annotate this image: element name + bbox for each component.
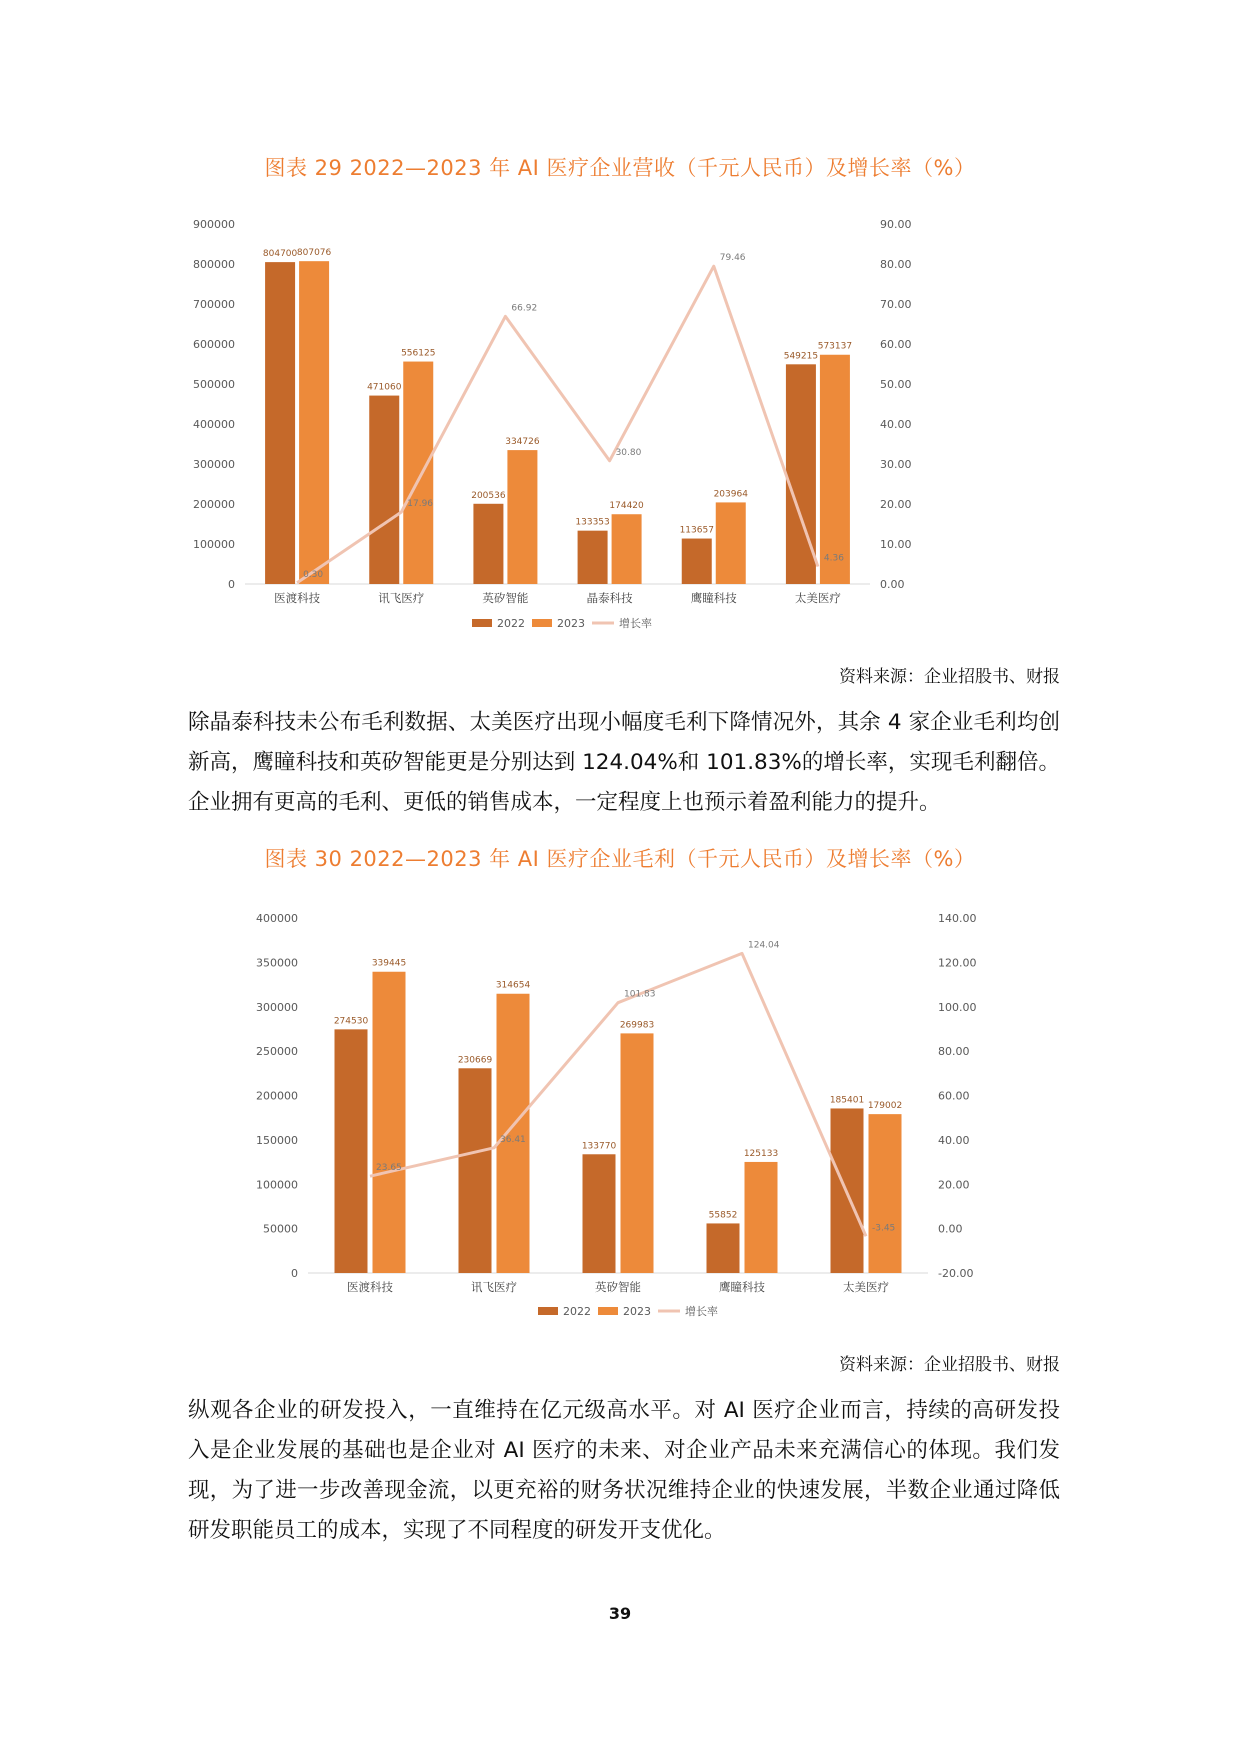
legend-swatch-2023 <box>532 619 552 627</box>
legend-label-2022: 2022 <box>563 1305 591 1318</box>
growth-rate-label: -3.45 <box>872 1223 896 1234</box>
x-axis-category-label: 太美医疗 <box>843 1280 889 1294</box>
y2-axis-tick-label: 0.00 <box>880 578 905 591</box>
y-axis-tick-label: 0 <box>228 578 235 591</box>
y-axis-tick-label: 200000 <box>193 498 235 511</box>
y2-axis-tick-label: 60.00 <box>880 338 912 351</box>
data-label-2022: 230669 <box>457 1055 493 1066</box>
y-axis-tick-label: 200000 <box>256 1089 298 1103</box>
data-label-2022: 55852 <box>708 1210 738 1221</box>
bar-2023 <box>820 355 850 584</box>
x-axis-category-label: 英矽智能 <box>482 591 529 605</box>
y2-axis-tick-label: 40.00 <box>938 1133 970 1147</box>
y-axis-tick-label: 900000 <box>193 218 235 231</box>
y2-axis-tick-label: 20.00 <box>938 1178 970 1192</box>
chart1-title: 图表 29 2022—2023 年 AI 医疗企业营收（千元人民币）及增长率（%） <box>264 156 976 180</box>
legend-label-growth: 增长率 <box>685 1305 718 1318</box>
growth-rate-label: 0.30 <box>303 569 324 580</box>
growth-rate-label: 4.36 <box>823 553 844 564</box>
growth-rate-label: 30.80 <box>615 447 642 458</box>
y2-axis-tick-label: -20.00 <box>938 1267 974 1280</box>
y2-axis-tick-label: 20.00 <box>880 498 912 511</box>
y-axis-tick-label: 150000 <box>256 1133 298 1147</box>
data-label-2023: 573137 <box>817 341 853 352</box>
y2-axis-tick-label: 40.00 <box>880 418 912 431</box>
legend-swatch-2022 <box>472 619 492 627</box>
y-axis-tick-label: 350000 <box>256 956 298 970</box>
x-axis-category-label: 英矽智能 <box>595 1280 641 1294</box>
data-label-2022: 274530 <box>333 1016 369 1027</box>
growth-rate-label: 124.04 <box>748 940 780 951</box>
data-label-2023: 339445 <box>371 958 407 969</box>
y-axis-tick-label: 300000 <box>193 458 235 471</box>
chart1-source: 资料来源：企业招股书、财报 <box>839 667 1060 687</box>
legend-swatch-2022 <box>538 1307 558 1315</box>
data-label-2023: 334726 <box>505 437 540 448</box>
y2-axis-tick-label: 10.00 <box>880 538 912 551</box>
y2-axis-tick-label: 140.00 <box>938 912 977 925</box>
y2-axis-tick-label: 80.00 <box>938 1045 970 1059</box>
data-label-2023: 269983 <box>619 1020 655 1031</box>
bar-2022 <box>583 1154 616 1273</box>
growth-rate-label: 17.96 <box>407 499 434 510</box>
y-axis-tick-label: 250000 <box>256 1045 298 1059</box>
data-label-2023: 314654 <box>495 980 531 991</box>
page-number: 39 <box>608 1604 632 1623</box>
bar-2022 <box>578 531 608 584</box>
growth-rate-label: 101.83 <box>624 989 656 1000</box>
y2-axis-tick-label: 60.00 <box>938 1089 970 1103</box>
data-label-2022: 113657 <box>679 525 714 536</box>
y2-axis-tick-label: 120.00 <box>938 956 977 970</box>
revenue-chart <box>0 200 1240 700</box>
y-axis-tick-label: 400000 <box>256 912 298 925</box>
x-axis-category-label: 晶泰科技 <box>586 591 633 605</box>
paragraph-1 <box>188 703 1060 823</box>
bar-2023 <box>507 450 537 584</box>
data-label-2022: 133770 <box>581 1141 617 1152</box>
x-axis-category-label: 讯飞医疗 <box>378 591 425 605</box>
chart2-title: 图表 30 2022—2023 年 AI 医疗企业毛利（千元人民币）及增长率（%） <box>264 847 976 871</box>
y-axis-tick-label: 700000 <box>193 298 235 311</box>
bar-2022 <box>369 396 399 584</box>
bar-2023 <box>621 1033 654 1273</box>
bar-2023 <box>869 1114 902 1273</box>
y2-axis-tick-label: 0.00 <box>938 1222 963 1236</box>
bar-2022 <box>265 262 295 584</box>
y-axis-tick-label: 400000 <box>193 418 235 431</box>
growth-rate-label: 36.41 <box>500 1134 526 1145</box>
bar-2023 <box>299 261 329 584</box>
y2-axis-tick-label: 90.00 <box>880 218 912 231</box>
x-axis-category-label: 鹰瞳科技 <box>690 591 737 605</box>
paragraph-2 <box>188 1391 1060 1551</box>
bar-2023 <box>745 1162 778 1273</box>
y-axis-tick-label: 0 <box>291 1267 298 1280</box>
data-label-2023: 556125 <box>401 348 436 359</box>
x-axis-category-label: 讯飞医疗 <box>471 1280 517 1294</box>
growth-rate-line <box>370 953 866 1236</box>
bar-2022 <box>707 1223 740 1273</box>
y2-axis-tick-label: 70.00 <box>880 298 912 311</box>
bar-2023 <box>716 502 746 584</box>
legend-swatch-2023 <box>598 1307 618 1315</box>
y2-axis-tick-label: 80.00 <box>880 258 912 271</box>
chart2-source: 资料来源：企业招股书、财报 <box>839 1355 1060 1375</box>
y-axis-tick-label: 100000 <box>256 1178 298 1192</box>
y-axis-tick-label: 50000 <box>263 1222 298 1236</box>
y2-axis-tick-label: 30.00 <box>880 458 912 471</box>
y-axis-tick-label: 500000 <box>193 378 235 391</box>
data-label-2023: 203964 <box>713 489 748 500</box>
growth-rate-label: 79.46 <box>719 253 746 264</box>
bar-2023 <box>497 994 530 1273</box>
legend-label-growth: 增长率 <box>619 617 652 630</box>
legend-label-2023: 2023 <box>623 1305 651 1318</box>
legend-label-2022: 2022 <box>497 617 525 630</box>
gross-profit-chart <box>0 900 1240 1340</box>
data-label-2022: 133353 <box>575 517 610 528</box>
paragraph-1-text: 除晶泰科技未公布毛利数据、太美医疗出现小幅度毛利下降情况外，其余 4 家企业毛利均创新高，鹰瞳科技和英矽智能更是分别达到 124.04%和 101.83%的增长率，实现毛利翻倍。企业拥有更高的毛利、更低的销售成本，一定程度上也预示着盈利能力的提升。 <box>188 710 1060 815</box>
paragraph-2-text: 纵观各企业的研发投入，一直维持在亿元级高水平。对 AI 医疗企业而言，持续的高研发投入是企业发展的基础也是企业对 AI 医疗的未来、对企业产品未来充满信心的体现。我们发现，为了进一步改善现金流，以更充裕的财务状况维持企业的快速发展，半数企业通过降低研发职能员工的成本，实现了不同程度的研发开支优化。 <box>188 1398 1060 1543</box>
data-label-2022: 804700 <box>262 249 298 260</box>
bar-2023 <box>403 362 433 584</box>
data-label-2023: 179002 <box>867 1101 903 1112</box>
data-label-2022: 185401 <box>829 1095 865 1106</box>
bar-2022 <box>473 504 503 584</box>
y2-axis-tick-label: 50.00 <box>880 378 912 391</box>
bar-2023 <box>612 514 642 584</box>
x-axis-category-label: 医渡科技 <box>274 591 321 605</box>
x-axis-category-label: 医渡科技 <box>347 1280 393 1294</box>
x-axis-category-label: 鹰瞳科技 <box>719 1280 765 1294</box>
data-label-2022: 471060 <box>367 382 402 393</box>
growth-rate-label: 66.92 <box>511 303 538 314</box>
bar-2022 <box>335 1029 368 1273</box>
legend-label-2023: 2023 <box>557 617 585 630</box>
data-label-2022: 549215 <box>783 351 819 362</box>
y2-axis-tick-label: 100.00 <box>938 1000 977 1014</box>
y-axis-tick-label: 800000 <box>193 258 235 271</box>
data-label-2023: 125133 <box>743 1148 779 1159</box>
data-label-2023: 174420 <box>609 501 644 512</box>
bar-2023 <box>373 972 406 1273</box>
data-label-2022: 200536 <box>471 490 506 501</box>
y-axis-tick-label: 100000 <box>193 538 235 551</box>
bar-2022 <box>682 539 712 584</box>
y-axis-tick-label: 300000 <box>256 1000 298 1014</box>
data-label-2023: 807076 <box>296 248 332 259</box>
growth-rate-label: 23.65 <box>376 1163 402 1174</box>
bar-2022 <box>459 1068 492 1273</box>
y-axis-tick-label: 600000 <box>193 338 235 351</box>
x-axis-category-label: 太美医疗 <box>794 591 841 605</box>
